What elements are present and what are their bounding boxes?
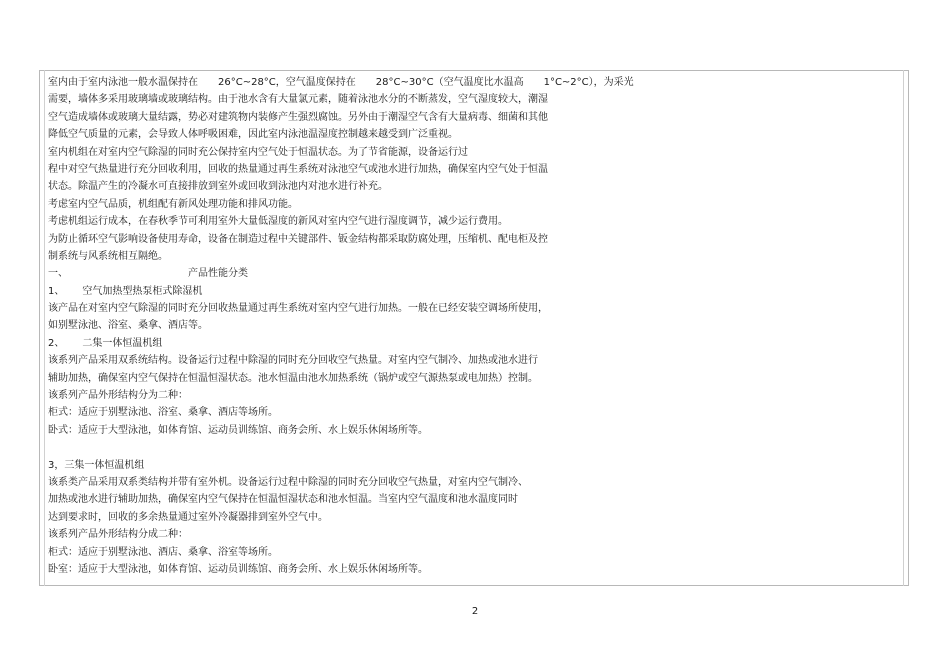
paragraph-line: 为防止循环空气影响设备使用寿命，设备在制造过程中关键部件、钣金结构都采取防腐处理，压缩机、配电柜及控 [48,233,548,245]
paragraph-line: 该系列产品外形结构分为二种： [48,390,188,402]
paragraph-line: 达到要求时，回收的多余热量通过室外冷凝器排到室外空气中。 [48,511,328,523]
blank-line [48,439,648,456]
section-number: 一、 [48,268,68,280]
paragraph-line: 如别墅泳池、浴室、桑拿、酒店等。 [48,320,208,332]
paragraph-line: 该系列产品采用双系统结构。设备运行过程中除湿的同时充分回收空气热量。对室内空气制冷、加热或池水进行 [48,355,538,367]
paragraph-line: 状态。除温产生的冷凝水可直接排放到室外或回收到泳池内对池水进行补充。 [48,181,388,193]
paragraph-line: 室内由于室内泳池一般水温保持在 26°C~28°C，空气温度保持在 28°C~30°C（空气温度比水温高 1°C~2°C），为采光 [48,77,634,88]
paragraph-line: 考虑机组运行成本，在春秋季节可利用室外大量低湿度的新风对室内空气进行湿度调节，减少运行费用。 [48,216,508,228]
paragraph-line: 需要，墙体多采用玻璃墙或玻璃结构。由于池水含有大量氯元素，随着泳池水分的不断蒸发，空气湿度较大，潮湿 [48,94,548,106]
document-body [48,74,648,578]
paragraph-line: 柜式：适应于别墅泳池、浴室、桑拿、酒店等场所。 [48,407,278,419]
paragraph-line: 降低空气质量的元素，会导致人体呼吸困难，因此室内泳池温湿度控制越来越受到广泛重视。 [48,129,458,141]
item-heading-1 [48,283,648,300]
section-heading [48,265,648,282]
paragraph-line: 该产品在对室内空气除湿的同时充分回收热量通过再生系统对室内空气进行加热。一般在已经安装空调场所使用， [48,303,548,315]
item-number: 2、 [48,337,65,349]
paragraph-line: 空气造成墙体或玻璃大量结露，势必对建筑物内装修产生强烈腐蚀。另外由于潮湿空气含有大量病毒、细菌和其他 [48,111,548,123]
paragraph-line: 加热或池水进行辅助加热，确保室内空气保持在恒温恒湿状态和池水恒温。当室内空气温度和池水温度同时 [48,494,518,506]
item-number: 1、 [48,285,65,297]
paragraph-line: 室内机组在对室内空气除湿的同时充公保持室内空气处于恒温状态。为了节省能源，设备运行过 [48,146,468,158]
item-title: 二集一体恒温机组 [82,337,163,349]
paragraph-line: 卧室：适应于大型泳池，如体育馆、运动员训练馆、商务会所、水上娱乐休闲场所等。 [48,563,428,575]
item-heading-2 [48,335,648,352]
paragraph-line: 考虑室内空气品质，机组配有新风处理功能和排风功能。 [48,198,298,210]
item-heading-3: 3，三集一体恒温机组 [48,459,145,471]
frame-rule-left [44,70,45,586]
paragraph-line: 该系列产品外形结构分成二种： [48,529,188,541]
paragraph-line: 柜式：适应于别墅泳池、酒店、桑拿、浴室等场所。 [48,546,278,558]
frame-rule-right [903,70,904,586]
section-title: 产品性能分类 [188,268,248,280]
paragraph-line: 程中对空气热量进行充分回收利用，回收的热量通过再生系统对泳池空气或池水进行加热，确保室内空气处于恒温 [48,163,548,175]
item-title: 空气加热型热泵柜式除湿机 [82,285,203,297]
paragraph-line: 辅助加热，确保室内空气保持在恒温恒湿状态。池水恒温由池水加热系统（锅炉或空气源热泵或电加热）控制。 [48,372,538,384]
paragraph-line: 制系统与风系统相互隔绝。 [48,250,168,262]
paragraph-line: 卧式：适应于大型泳池，如体育馆、运动员训练馆、商务会所、水上娱乐休闲场所等。 [48,424,428,436]
paragraph-line: 该系类产品采用双系类结构并带有室外机。设备运行过程中除湿的同时充分回收空气热量，对室内空气制冷、 [48,476,528,488]
page-number: 2 [471,606,479,617]
